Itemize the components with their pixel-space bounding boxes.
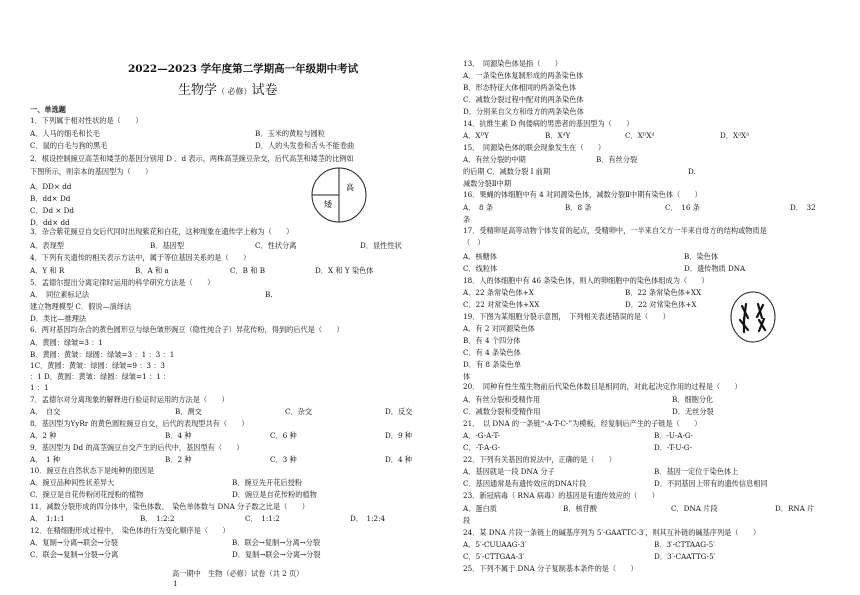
right-text-line: D．22 对常染色体+X bbox=[625, 300, 697, 309]
right-text-line: 22．下列有关基因的说法中，正确的是（ ） bbox=[463, 455, 616, 464]
left-text-line: C．性状分离 bbox=[255, 241, 297, 250]
right-text-line: B．细胞分化 bbox=[672, 395, 714, 404]
right-text-line: B．基因一定位于染色体上 bbox=[654, 467, 739, 476]
right-text-line: D． 32 bbox=[790, 203, 816, 212]
right-text-line: B．染色体 bbox=[684, 252, 719, 261]
right-text-line: 体 bbox=[463, 372, 471, 381]
left-text-line: 7．孟德尔对分离现象的解释进行验证时运用的方法是（ ） bbox=[30, 395, 229, 404]
section-heading: 一、单选题 bbox=[30, 105, 66, 114]
right-text-line: A．XᴰY bbox=[463, 131, 489, 140]
subject-paren: （ 必修） bbox=[217, 87, 252, 96]
left-text-line: A．黄圆：绿皱=3 ：1 bbox=[30, 338, 103, 347]
left-text-line: A．2 种 bbox=[30, 431, 57, 440]
left-text-line: A．DD× dd bbox=[30, 182, 72, 191]
left-text-line: 建立物理模型 C．假说—演绎法 bbox=[30, 302, 132, 311]
right-text-line: 的后期 C．减数分裂 I 前期 bbox=[463, 167, 551, 176]
left-text-line: B．豌豆先开花后授粉 bbox=[232, 478, 302, 487]
ratio-pie-figure bbox=[310, 166, 368, 224]
right-text-line: D. bbox=[688, 167, 696, 176]
left-text-line: 9．基因型为 Dd 的高茎豌豆自交产生的后代中，基因型有（ ） bbox=[30, 443, 244, 452]
right-text-line: 14．抗维生素 D 佝偻病的男患者的基因型为（ ） bbox=[463, 119, 634, 128]
left-text-line: C．B 和 B bbox=[230, 266, 266, 275]
right-text-line: A．5′-CUUAAG-3′ bbox=[463, 540, 527, 549]
right-text-line: D．-T-U-G- bbox=[654, 443, 693, 452]
left-text-line: B. bbox=[265, 290, 273, 299]
right-text-line: 24．某 DNA 片段一条链上的碱基序列为 5′-GAATTC-3′，则其互补链的碱基序列是（ ） bbox=[463, 528, 761, 537]
left-text-line: D．人的头发卷和舌头不能卷曲 bbox=[255, 141, 355, 150]
right-text-line: D．不同基因上带有的遗传信息相同 bbox=[654, 479, 768, 488]
right-text-line: A．一条染色体复制形成的两条染色体 bbox=[463, 71, 584, 80]
left-text-line: D．豌豆是自花传粉的植物 bbox=[232, 490, 317, 499]
left-text-line: C．杂交 bbox=[285, 407, 313, 416]
subject-name: 生物学 bbox=[178, 83, 218, 98]
right-text-line: A．有丝分裂和受精作用 bbox=[463, 395, 541, 404]
right-text-line: A．-G-A-T- bbox=[463, 431, 500, 440]
left-text-line: C．3 种 bbox=[270, 455, 297, 464]
right-text-line: 减数分裂Ⅱ中期 bbox=[463, 179, 512, 188]
right-text-line: B．形态特征大体相同的两条染色体 bbox=[463, 83, 577, 92]
left-text-line: B．2 种 bbox=[165, 455, 192, 464]
right-text-line: C．线粒体 bbox=[463, 264, 498, 273]
right-text-line: C．5′-CTTGAA-3′ bbox=[463, 552, 525, 561]
left-text-line: 下图所示，则亲本的基因型为（ ） bbox=[30, 167, 153, 176]
right-text-line: C．DNA 片段 bbox=[671, 504, 718, 513]
left-text-line: 4．下列有关遗传的相关表示方法中，属于等位基因关系的是（ ） bbox=[30, 253, 251, 262]
right-text-line: A．有丝分裂的中期 bbox=[463, 155, 526, 164]
left-text-line: A． 同位素标记法 bbox=[30, 290, 90, 299]
left-text-line: A．复制→分离→联会→分裂 bbox=[30, 538, 118, 547]
left-text-line: D．类比—推理法 bbox=[30, 314, 87, 323]
cell-division-figure bbox=[728, 290, 778, 344]
left-text-line: D．复制→联会→分离→分裂 bbox=[232, 550, 321, 559]
subject-title bbox=[178, 84, 278, 97]
right-text-line: （ ） bbox=[463, 238, 485, 247]
left-text-line: B． 1:2:2 bbox=[140, 514, 175, 523]
right-text-line: 条 bbox=[463, 215, 471, 224]
left-text-line: D．9 种 bbox=[385, 431, 412, 440]
left-text-line: A．表现型 bbox=[30, 241, 64, 250]
right-text-line: 18．人的体细胞中有 46 条染色体，则人的卵细胞中的染色体组成为（ ） bbox=[463, 276, 709, 285]
right-text-line: A． 8 条 bbox=[463, 203, 494, 212]
subject-suffix: 试卷 bbox=[251, 83, 278, 98]
right-text-line: C．减数分裂过程中配对的两条染色体 bbox=[463, 95, 584, 104]
left-text-line: A．人马的细毛和长毛 bbox=[30, 129, 100, 138]
pie-label-short: 矮 bbox=[324, 200, 332, 209]
right-text-line: 16．果蝇的体细胞中有 4 对同源染色体，减数分裂Ⅱ中期有染色体（ ） bbox=[463, 190, 702, 199]
right-text-line: 21． 以 DNA 的一条链“-A-T-C-”为模板，经复制后产生的子链是（ ） bbox=[463, 419, 702, 428]
right-text-line: B．8 条 bbox=[565, 203, 592, 212]
chromosome-pair-left bbox=[740, 304, 748, 332]
left-text-line: D． 1:2:4 bbox=[350, 514, 386, 523]
left-text-line: 1 ：1 bbox=[30, 383, 49, 392]
left-text-line: B．基因型 bbox=[150, 241, 185, 250]
right-text-line: D．遗传物质 DNA bbox=[684, 264, 746, 273]
page-number: 1 bbox=[173, 579, 178, 588]
right-text-line: 25．下列不属于 DNA 分子复制基本条件的是（ ） bbox=[463, 564, 638, 573]
left-text-line: 12．在精细胞形成过程中， 染色体的行为变化顺序是（ ） bbox=[30, 526, 230, 535]
chromosome-pair-right bbox=[757, 304, 765, 331]
right-text-line: A．基因就是一段 DNA 分子 bbox=[463, 467, 555, 476]
left-text-line: B．玉米的黄粒与圆粒 bbox=[255, 129, 325, 138]
cell-membrane bbox=[731, 292, 775, 342]
right-text-line: A．蛋白质 bbox=[463, 504, 497, 513]
right-text-line: D．有 8 条染色单 bbox=[463, 360, 522, 369]
pie-label-tall: 高 bbox=[346, 183, 354, 192]
left-text-line: D．4 种 bbox=[385, 455, 412, 464]
left-text-line: C．6 种 bbox=[270, 431, 297, 440]
right-text-line: B．XᵈY bbox=[545, 131, 571, 140]
right-text-line: 23．新冠病毒（ RNA 病毒）的基因是有遗传效应的（ ） bbox=[463, 491, 659, 500]
right-text-line: B．有丝分裂 bbox=[596, 155, 638, 164]
left-text-line: ：1 D．黄圆：黄皱：绿圆：绿皱=1 ：1 ： bbox=[30, 372, 171, 381]
right-text-line: B．-U-A-G- bbox=[654, 431, 694, 440]
right-text-line: C．有 4 条染色体 bbox=[463, 348, 521, 357]
right-text-line: D．无丝分裂 bbox=[672, 407, 714, 416]
left-text-line: 11．减数分裂形成的四分体中，染色体数、 染色单体数与 DNA 分子数之比是（ ） bbox=[30, 502, 309, 511]
left-text-line: 1C．黄圆：黄皱：绿圆：绿皱=9 ：3 ：3 bbox=[30, 361, 166, 370]
right-text-line: B．3′-CTTAAG-5′ bbox=[654, 540, 715, 549]
left-text-line: 2．根设控制豌豆高茎和矮茎的基因分别用 D 、d 表示，两株高茎豌豆杂交，后代高茎和矮茎的比例如 bbox=[30, 154, 354, 163]
right-text-line: D．3′-CAATTG-5′ bbox=[654, 552, 716, 561]
right-text-line: 19．下图为某细胞分裂示意图， 下列相关表述错误的是（ ） bbox=[463, 312, 670, 321]
right-text-line: C． 16 条 bbox=[665, 203, 700, 212]
left-text-line: B．测交 bbox=[175, 407, 202, 416]
left-text-line: 10．豌豆在自然状态下是纯种的原因是 bbox=[30, 466, 155, 475]
right-text-line: B．有 4 个四分体 bbox=[463, 336, 521, 345]
left-text-line: A． 自交 bbox=[30, 407, 61, 416]
left-text-line: D．显性性状 bbox=[360, 241, 402, 250]
left-text-line: B．A 和 a bbox=[135, 266, 169, 275]
right-text-line: A．22 条常染色体+X bbox=[463, 288, 534, 297]
left-text-line: C．豌豆是自花传粉闭花授粉的植物 bbox=[30, 490, 144, 499]
left-text-line: B．4 种 bbox=[165, 431, 192, 440]
right-text-line: C．XᴰXᵈ bbox=[625, 131, 655, 140]
left-text-line: D．反交 bbox=[385, 407, 413, 416]
right-text-line: 17．受精卵是高等动物个体发育的起点，受精卵中，一半来自父方一半来自母方的结构或物质是 bbox=[463, 226, 767, 235]
right-text-line: D．分别来自父方和母方的两条染色体 bbox=[463, 107, 584, 116]
right-text-line: B．22 条常染色体+XX bbox=[625, 288, 702, 297]
right-text-line: 段 bbox=[463, 516, 471, 525]
right-text-line: A．核糖体 bbox=[463, 252, 497, 261]
left-text-line: 3．杂合紫花豌豆自交后代同时出现紫花和白花，这种现象在遗传学上称为（ ） bbox=[30, 227, 294, 236]
left-text-line: C．联会→复制→分裂→分离 bbox=[30, 550, 119, 559]
left-text-line: 6．两对基因均杂合的黄色圆形豆与绿色皱形豌豆（隐性纯合子）异花传粉，得到的后代是（ ） bbox=[30, 325, 344, 334]
left-text-line: C． 1:1:2 bbox=[245, 514, 280, 523]
right-text-line: 15． 同源染色体的联会现象发生在（ ） bbox=[463, 143, 606, 152]
right-text-line: C．22 对常染色体+XX bbox=[463, 300, 540, 309]
left-text-line: A． 1 种 bbox=[30, 455, 61, 464]
right-text-line: D．RNA 片 bbox=[775, 504, 815, 513]
left-text-line: D．dd× dd bbox=[30, 218, 70, 227]
right-text-line: C．基因通常是有遗传效应的DNA片段 bbox=[463, 479, 587, 488]
right-text-line: D．XᵈXᵈ bbox=[720, 131, 749, 140]
right-text-line: C．减数分裂和受精作用 bbox=[463, 407, 541, 416]
exam-title: 2022—2023 学年度第二学期高一年级期中考试 bbox=[128, 63, 359, 75]
left-text-line: A．豌豆品种间性状差异大 bbox=[30, 478, 115, 487]
left-text-line: C．鼠的白毛与狗的黑毛 bbox=[30, 141, 108, 150]
left-text-line: D．X 和 Y 染色体 bbox=[315, 266, 374, 275]
left-text-line: 1．下列属于相对性状的是（ ） bbox=[30, 116, 143, 125]
left-text-line: B．黄圆：黄皱：绿圆：绿皱=3 ：1 ：3 ：1 bbox=[30, 350, 175, 359]
left-text-line: C．Dd × Dd bbox=[30, 206, 75, 215]
left-text-line: 8．基因型为YyRr 的黄色圆粒豌豆自交，后代的表现型共有（ ） bbox=[30, 419, 249, 428]
right-text-line: 13． 同源染色体是指（ ） bbox=[463, 59, 562, 68]
left-text-line: 5．孟德尔提出分离定律时运用的科学研究方法是（ ） bbox=[30, 278, 215, 287]
right-text-line: B．核苷酸 bbox=[563, 504, 598, 513]
left-text-line: B．dd× Dd bbox=[30, 194, 71, 203]
page-footer: 高一期中 生物（必修）试卷（共 2 页） bbox=[172, 569, 304, 578]
left-text-line: A． 1:1:1 bbox=[30, 514, 65, 523]
right-text-line: A．有 2 对同源染色体 bbox=[463, 324, 535, 333]
left-text-line: A．Y 和 R bbox=[30, 266, 65, 275]
left-text-line: B．联会→复制→分离→分裂 bbox=[232, 538, 321, 547]
right-text-line: 20． 同种有性生殖生物前后代染色体数目是相同的，对此起决定作用的过程是（ ） bbox=[463, 382, 742, 391]
right-text-line: C．-T-A-G- bbox=[463, 443, 501, 452]
